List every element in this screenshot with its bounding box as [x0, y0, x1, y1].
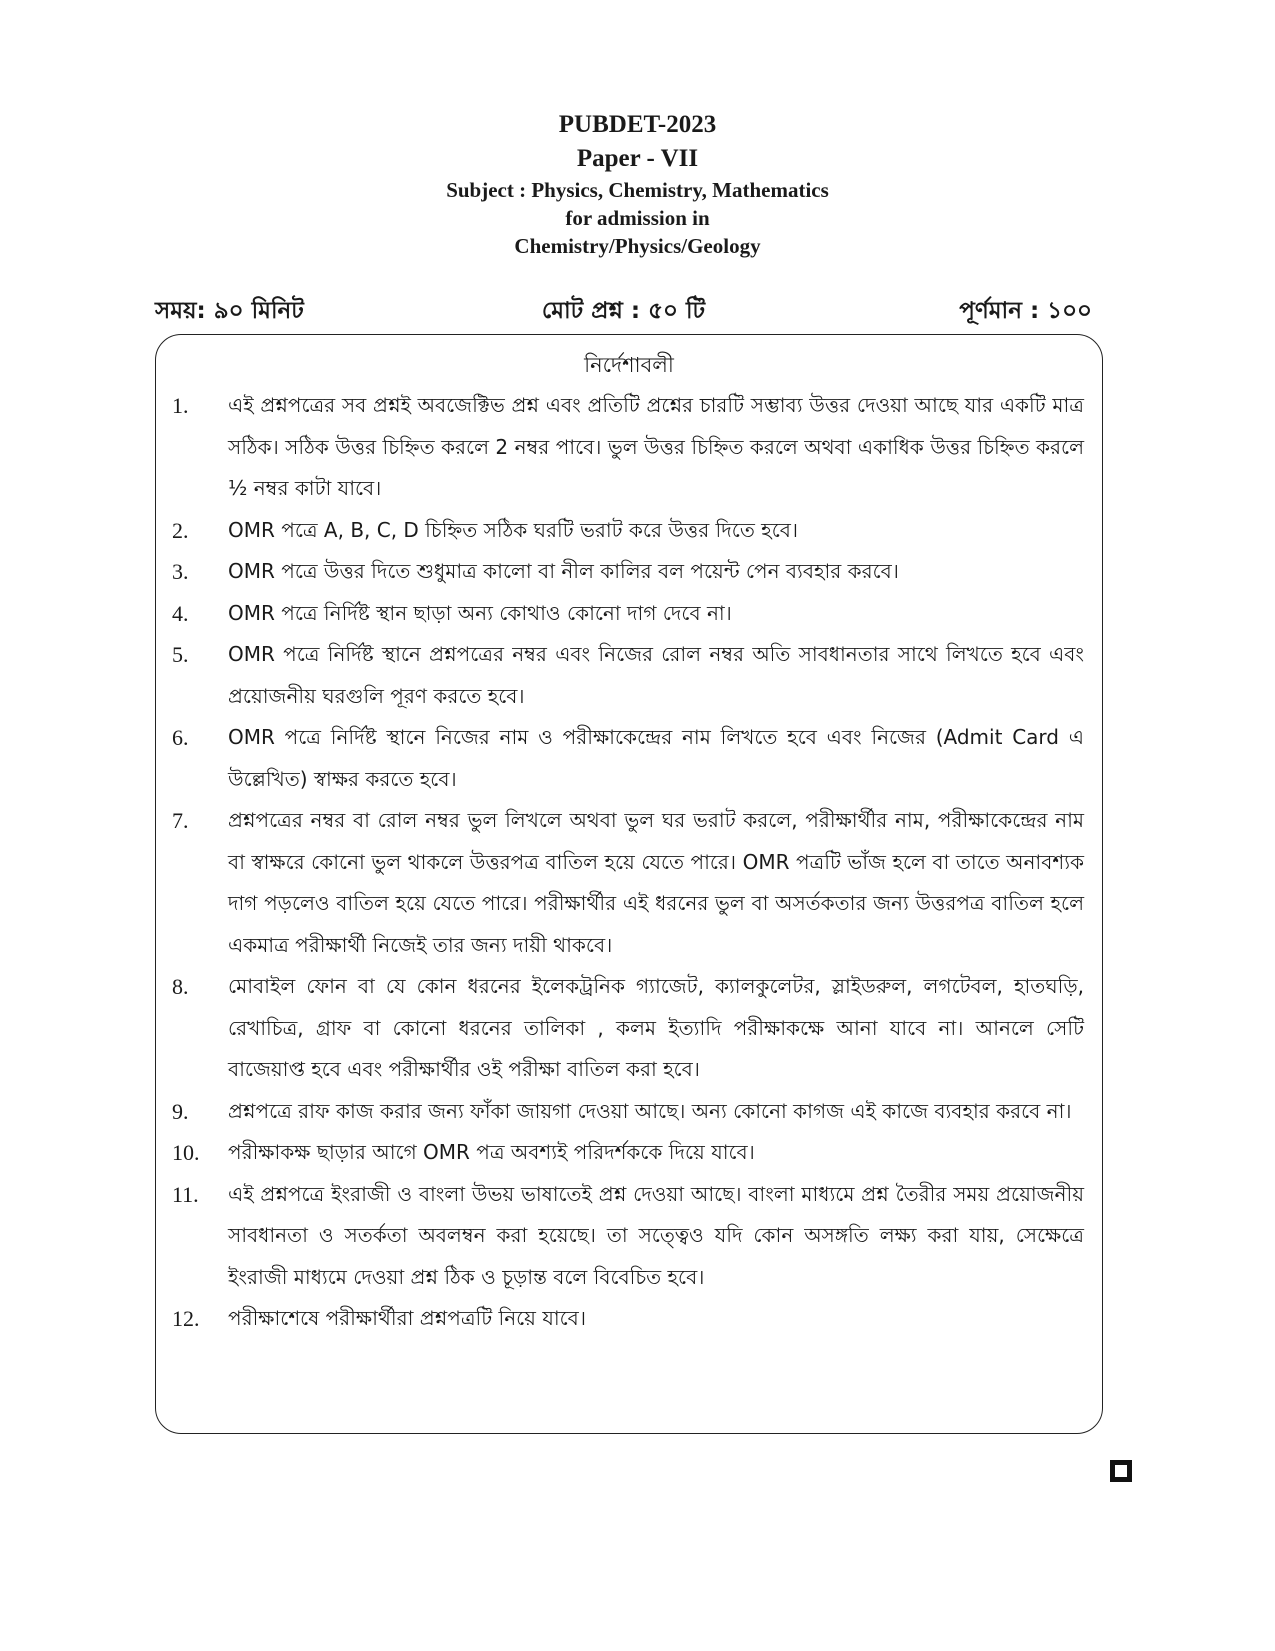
instruction-item-4: [172, 593, 1084, 635]
admission-line: for admission in: [565, 206, 710, 230]
instruction-number: 9.: [172, 1098, 189, 1124]
instruction-text: OMR পত্রে নির্দিষ্ট স্থান ছাড়া অন্য কোথাও কোনো দাগ দেবে না।: [228, 600, 732, 625]
instruction-number: 11.: [172, 1181, 199, 1207]
instruction-number: 6.: [172, 725, 189, 750]
instruction-item-12: [172, 1298, 1084, 1340]
instruction-item-10: [172, 1132, 1084, 1174]
instruction-item-3: [172, 551, 1084, 593]
exam-time: সময়: ৯০ মিনিট: [155, 298, 304, 324]
paper-number: Paper - VII: [576, 145, 699, 172]
instruction-item-8: [172, 966, 1084, 1091]
instruction-item-2: [172, 510, 1084, 552]
instruction-number: 3.: [172, 559, 189, 584]
instructions-title: নির্দেশাবলী: [584, 353, 674, 377]
instructions-list: [172, 385, 1084, 1340]
instruction-number: 10.: [172, 1140, 200, 1165]
document-header: [0, 108, 1275, 260]
instruction-text: এই প্রশ্নপত্রের সব প্রশ্নই অবজেক্টিভ প্রশ্ন এবং প্রতিটি প্রশ্নের চারটি সম্ভাব্য উত্তর দেওয়া আছে যার একটি মাত্র সঠিক। সঠিক উত্তর চিহ্নিত করলে 2 নম্বর পাবে। ভুল উত্তর চিহ্নিত করলে অথবা একাধিক উত্তর চিহ্নিত করলে ½ নম্বর কাটা যাবে।: [228, 393, 1084, 500]
instruction-item-5: [172, 634, 1084, 717]
instruction-number: 8.: [172, 974, 189, 999]
instruction-text: OMR পত্রে উত্তর দিতে শুধুমাত্র কালো বা নীল কালির বল পয়েন্ট পেন ব্যবহার করবে।: [228, 559, 899, 583]
instruction-number: 7.: [172, 808, 189, 833]
subject-line: Subject : Physics, Chemistry, Mathematics: [446, 178, 829, 202]
instruction-item-9: [172, 1091, 1084, 1133]
square-mark-icon: [1110, 1460, 1132, 1482]
instruction-number: 1.: [172, 393, 189, 418]
instructions-box: [155, 334, 1103, 1434]
instruction-item-7: [172, 800, 1084, 966]
instruction-text: এই প্রশ্নপত্রে ইংরাজী ও বাংলা উভয় ভাষাতেই প্রশ্ন দেওয়া আছে। বাংলা মাধ্যমে প্রশ্ন তৈরীর সময় প্রয়োজনীয় সাবধানতা ও সতর্কতা অবলম্বন করা হয়েছে। তা সত্ত্বেও যদি কোন অসঙ্গতি লক্ষ্য করা যায়, সেক্ষেত্রে ইংরাজী মাধ্যমে দেওয়া প্রশ্ন ঠিক ও চূড়ান্ত বলে বিবেচিত হবে।: [228, 1181, 1084, 1289]
instruction-text: প্রশ্নপত্রে রাফ কাজ করার জন্য ফাঁকা জায়গা দেওয়া আছে। অন্য কোনো কাগজ এই কাজে ব্যবহার করবে না।: [228, 1098, 1072, 1123]
departments-line: Chemistry/Physics/Geology: [514, 234, 761, 258]
instruction-item-11: [172, 1174, 1084, 1299]
instruction-number: 5.: [172, 642, 189, 667]
instruction-item-6: [172, 717, 1084, 800]
instruction-text: পরীক্ষাকক্ষ ছাড়ার আগে OMR পত্র অবশ্যই পরিদর্শককে দিয়ে যাবে।: [228, 1140, 755, 1164]
instruction-number: 2.: [172, 517, 189, 543]
instruction-text: OMR পত্রে নির্দিষ্ট স্থানে নিজের নাম ও পরীক্ষাকেন্দ্রের নাম লিখতে হবে এবং নিজের (Admit Card এ উল্লেখিত) স্বাক্ষর করতে হবে।: [228, 725, 1084, 791]
instruction-text: OMR পত্রে A, B, C, D চিহ্নিত সঠিক ঘরটি ভরাট করে উত্তর দিতে হবে।: [228, 517, 799, 542]
exam-code: PUBDET-2023: [558, 111, 717, 138]
instruction-text: মোবাইল ফোন বা যে কোন ধরনের ইলেকট্রনিক গ্যাজেট, ক্যালকুলেটর, স্লাইডরুল, লগটেবল, হাতঘড়ি, রেখাচিত্র, গ্রাফ বা কোনো ধরনের তালিকা , কলম ইত্যাদি পরীক্ষাকক্ষে আনা যাবে না। আনলে সেটি বাজেয়াপ্ত হবে এবং পরীক্ষার্থীর ওই পরীক্ষা বাতিল করা হবে।: [228, 974, 1084, 1081]
full-marks: পূর্ণমান : ১০০: [959, 298, 1092, 324]
instruction-number: 4.: [172, 600, 189, 626]
instruction-number: 12.: [172, 1306, 200, 1331]
instruction-text: OMR পত্রে নির্দিষ্ট স্থানে প্রশ্নপত্রের নম্বর এবং নিজের রোল নম্বর অতি সাবধানতার সাথে লিখতে হবে এবং প্রয়োজনীয় ঘরগুলি পূরণ করতে হবে।: [228, 642, 1084, 708]
instruction-text: প্রশ্নপত্রের নম্বর বা রোল নম্বর ভুল লিখলে অথবা ভুল ঘর ভরাট করলে, পরীক্ষার্থীর নাম, পরীক্ষাকেন্দ্রের নাম বা স্বাক্ষরে কোনো ভুল থাকলে উত্তরপত্র বাতিল হয়ে যেতে পারে। OMR পত্রটি ভাঁজ হলে বা তাতে অনাবশ্যক দাগ পড়লেও বাতিল হয়ে যেতে পারে। পরীক্ষার্থীর এই ধরনের ভুল বা অসর্তকতার জন্য উত্তরপত্র বাতিল হলে একমাত্র পরীক্ষার্থী নিজেই তার জন্য দায়ী থাকবে।: [228, 808, 1084, 957]
instruction-text: পরীক্ষাশেষে পরীক্ষার্থীরা প্রশ্নপত্রটি নিয়ে যাবে।: [228, 1306, 586, 1330]
total-questions: মোট প্রশ্ন : ৫০ টি: [541, 298, 706, 324]
instruction-item-1: [172, 385, 1084, 510]
exam-meta-row: [155, 292, 1092, 326]
